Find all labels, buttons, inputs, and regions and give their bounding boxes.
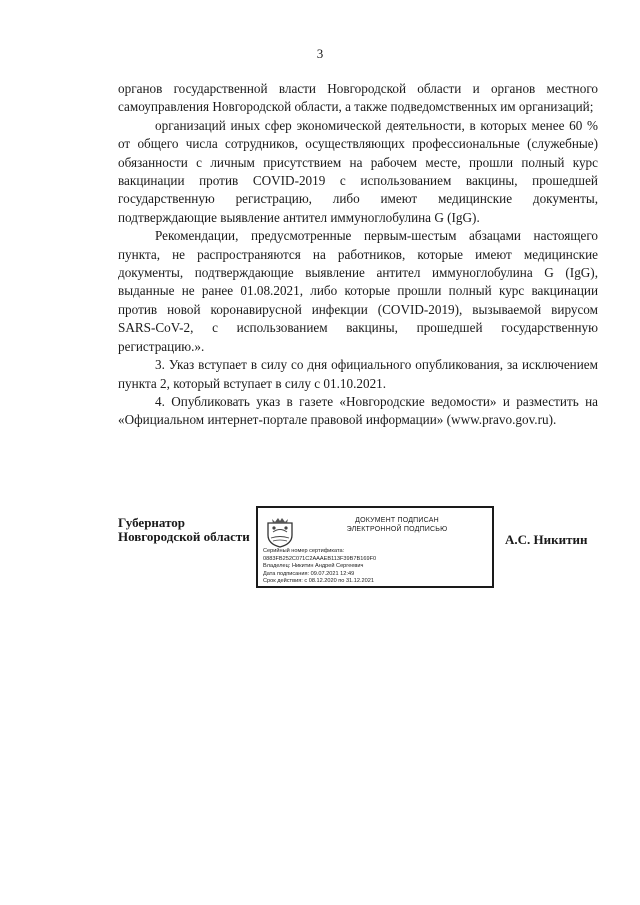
novgorod-coat-of-arms-icon	[263, 513, 297, 549]
document-body	[118, 80, 598, 430]
paragraph-4: 3. Указ вступает в силу со дня официального опубликования, за исключением пункта 2, который вступает в силу с 01.10.2021.	[118, 357, 598, 391]
cert-validity: Срок действия: с 08.12.2020 по 31.12.2021	[263, 578, 374, 585]
paragraph-3: Рекомендации, предусмотренные первым-шестым абзацами настоящего пункта, не распространяются на работников, которые имеют медицинские документы, подтверждающие выявление антител иммуноглобулина G (IgG), выданные не ранее 01.08.2021, либо которые прошли полный курс вакцинации против новой коронавирусной инфекции (COVID-2019), вызываемой вирусом SARS-CoV-2, с использованием вакцины, прошедшей государственную регистрацию.».	[118, 228, 598, 354]
page-number: 3	[316, 46, 324, 61]
electronic-signature-stamp	[256, 506, 494, 588]
paragraph-5: 4. Опубликовать указ в газете «Новгородские ведомости» и разместить на «Официальном интернет-портале правовой информации» (www.pravo.gov.ru).	[118, 393, 598, 428]
signatory-position-line2: Новгородской области	[118, 529, 250, 544]
signatory-position-line1: Губернатор	[118, 515, 186, 530]
stamp-details	[263, 548, 376, 586]
cert-owner: Владелец: Никитин Андрей Сергеевич	[263, 563, 364, 570]
signer-name: А.С. Никитин	[505, 532, 588, 547]
cert-number: 0883FB252C071C2AAAEB113F39B7B169F0	[263, 555, 377, 562]
paragraph-2: организаций иных сфер экономической деятельности, в которых менее 60 % от общего числа сотрудников, осуществляющих профессиональные (служебные) обязанности с личным присутствием на рабочем месте, прошли полный курс вакцинации против COVID-2019 с использованием вакцины, прошедшей государственную регистрацию, либо имеют медицинские документы, подтверждающие выявление антител иммуноглобулина G (IgG).	[118, 117, 598, 225]
signatory-position	[118, 516, 258, 544]
cert-label: Серийный номер сертификата:	[263, 548, 345, 554]
signed-date: Дата подписания: 09.07.2021 12:49	[263, 570, 355, 577]
stamp-heading: ДОКУМЕНТ ПОДПИСАН ЭЛЕКТРОННОЙ ПОДПИСЬЮ	[346, 517, 448, 533]
paragraph-1: органов государственной власти Новгородской области и органов местного самоуправления Новгородской области, а также подведомственных им организаций;	[118, 81, 598, 115]
